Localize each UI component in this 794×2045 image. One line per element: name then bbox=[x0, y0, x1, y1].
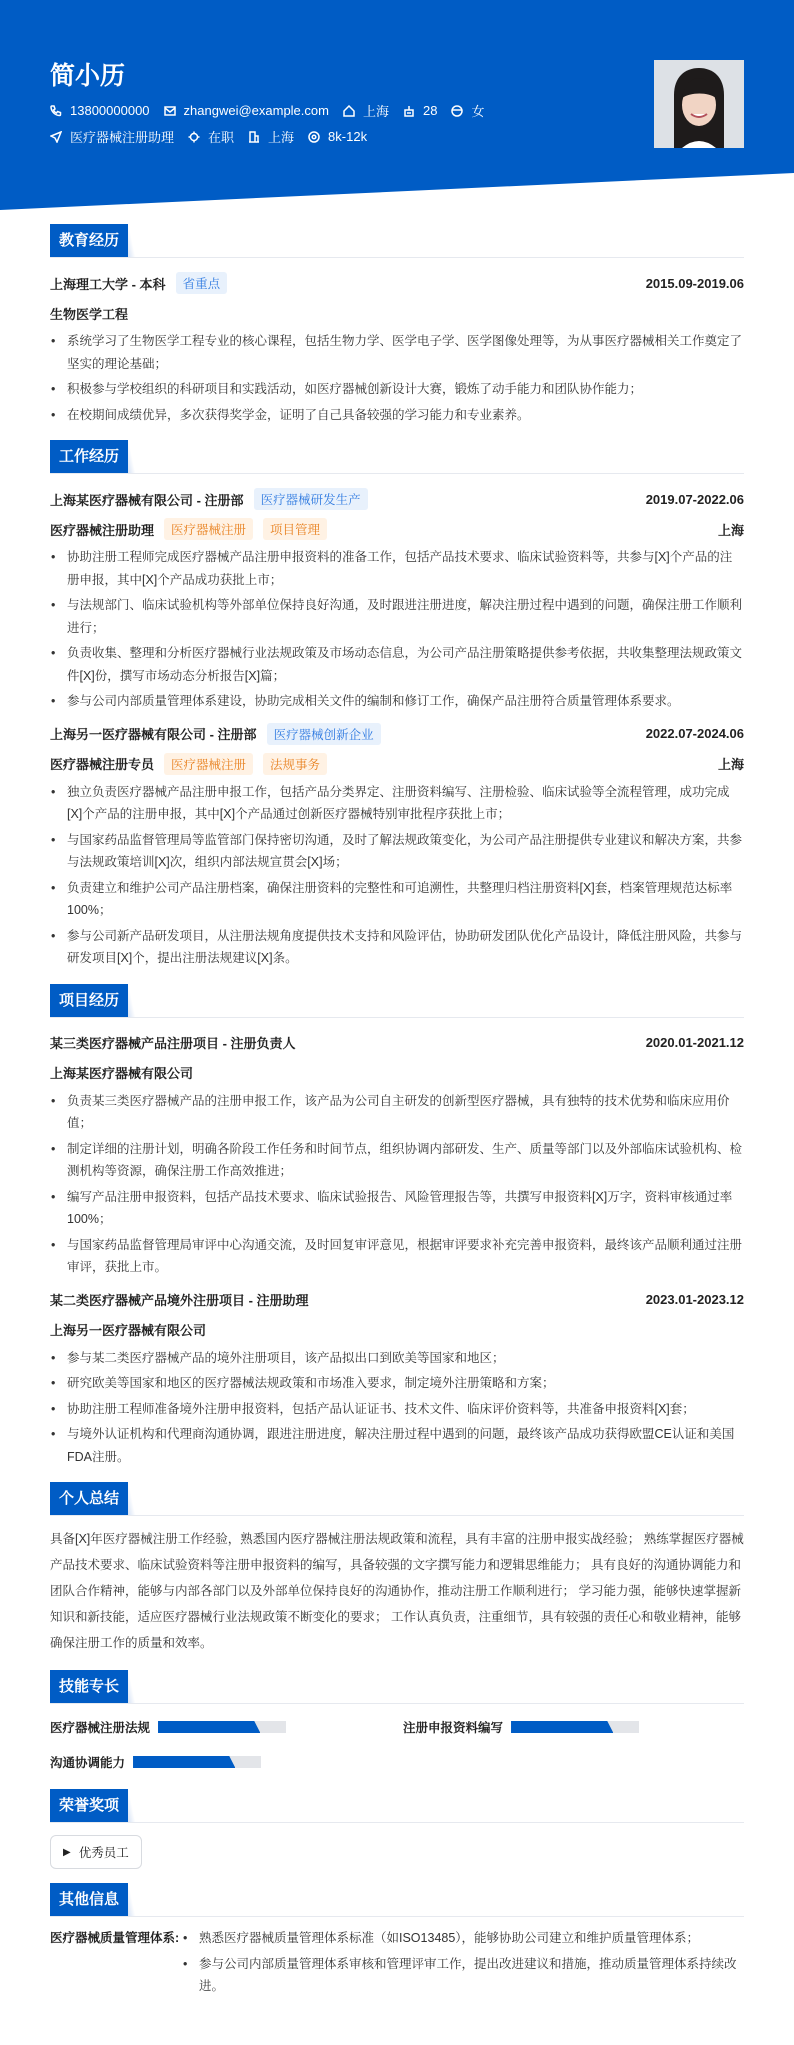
section-title: 教育经历 bbox=[50, 224, 128, 257]
project-item bbox=[50, 1285, 744, 1469]
skill-item bbox=[50, 1714, 403, 1740]
skills-section bbox=[50, 1670, 744, 1775]
candidate-name: 简小历 bbox=[50, 62, 126, 90]
triangle-icon: ▶ bbox=[63, 1846, 71, 1858]
work-item bbox=[50, 484, 744, 713]
list-item: • 参与公司内部质量管理体系审核和管理评审工作，提出改进建议和措施，推动质量管理体系持续改进。 bbox=[182, 1953, 744, 1998]
skill-bar bbox=[158, 1721, 286, 1733]
section-title: 技能专长 bbox=[50, 1670, 128, 1703]
role: 医疗器械注册专员 bbox=[50, 757, 155, 772]
skill-bar-fill bbox=[511, 1721, 613, 1733]
project-item bbox=[50, 1028, 744, 1279]
work-city: 上海 bbox=[717, 757, 744, 772]
list-item: • 编写产品注册申报资料，包括产品技术要求、临床试验报告、风险管理报告等，共撰写申报资料[X]万字，资料审核通过率100%； bbox=[50, 1186, 744, 1231]
project-org: 上海另一医疗器械有限公司 bbox=[50, 1323, 207, 1338]
company: 上海某医疗器械有限公司 - 注册部 bbox=[50, 492, 244, 508]
skill-item bbox=[50, 1749, 403, 1775]
award-item bbox=[50, 1835, 142, 1869]
list-item: • 制定详细的注册计划，明确各阶段工作任务和时间节点，组织协调内部研发、生产、质量等部门以及外部临床试验机构、检测机构等资源，确保注册工作高效推进； bbox=[50, 1138, 744, 1183]
phone: 13800000000 bbox=[70, 103, 150, 118]
other-section bbox=[50, 1883, 744, 2001]
education-section bbox=[50, 224, 744, 426]
other-label: 医疗器械质量管理体系: bbox=[50, 1931, 180, 1945]
major: 生物医学工程 bbox=[50, 306, 129, 322]
section-title: 项目经历 bbox=[50, 984, 128, 1017]
skill-tag: 医疗器械注册 bbox=[164, 518, 253, 540]
list-item: • 与法规部门、临床试验机构等外部单位保持良好沟通，及时跟进注册进度，解决注册过程中遇到的问题，确保注册工作顺利进行； bbox=[50, 594, 744, 639]
projects-section bbox=[50, 984, 744, 1469]
email: zhangwei@example.com bbox=[183, 103, 329, 118]
list-item: • 积极参与学校组织的科研项目和实践活动，如医疗器械创新设计大赛，锻炼了动手能力和团队协作能力； bbox=[50, 378, 744, 401]
list-item: • 在校期间成绩优异，多次获得奖学金，证明了自己具备较强的学习能力和专业素养。 bbox=[50, 404, 744, 427]
skill-bar bbox=[133, 1756, 261, 1768]
skill-item bbox=[403, 1714, 639, 1740]
company: 上海另一医疗器械有限公司 - 注册部 bbox=[50, 727, 257, 742]
section-title: 荣誉奖项 bbox=[50, 1789, 128, 1822]
work-city: 上海 bbox=[717, 522, 744, 538]
list-item: • 协助注册工程师完成医疗器械产品注册申报资料的准备工作，包括产品技术要求、临床试验资料等，共参与[X]个产品的注册申报，其中[X]个产品成功获批上市； bbox=[50, 546, 744, 591]
role: 医疗器械注册助理 bbox=[50, 522, 155, 538]
skill-name: 注册申报资料编写 bbox=[403, 1721, 504, 1735]
section-title: 工作经历 bbox=[50, 440, 128, 473]
job-status: 在职 bbox=[208, 130, 235, 145]
job-intention: 医疗器械注册助理 bbox=[70, 130, 175, 145]
awards-section bbox=[50, 1789, 744, 1869]
award-name: 优秀员工 bbox=[78, 1846, 129, 1860]
work-item bbox=[50, 719, 744, 970]
section-title: 个人总结 bbox=[50, 1482, 128, 1515]
list-item: • 负责某三类医疗器械产品的注册申报工作，该产品为公司自主研发的创新型医疗器械，具有独特的技术优势和临床应用价值； bbox=[50, 1090, 744, 1135]
section-title: 其他信息 bbox=[50, 1883, 128, 1916]
school: 上海理工大学 - 本科 bbox=[50, 276, 166, 292]
gender: 女 bbox=[471, 104, 485, 119]
skill-name: 医疗器械注册法规 bbox=[50, 1721, 151, 1735]
skill-bar bbox=[511, 1721, 639, 1733]
industry-tag: 医疗器械创新企业 bbox=[267, 723, 381, 745]
work-date: 2022.07-2024.06 bbox=[645, 726, 744, 741]
project-date: 2020.01-2021.12 bbox=[645, 1035, 744, 1050]
age: 28 bbox=[422, 103, 438, 118]
skill-tag: 法规事务 bbox=[263, 753, 327, 775]
skill-tag: 项目管理 bbox=[263, 518, 327, 540]
skill-bar-fill bbox=[158, 1721, 260, 1733]
list-item: • 与国家药品监督管理局审评中心沟通交流，及时回复审评意见，根据审评要求补充完善申报资料，最终该产品顺利通过注册审评，获批上市。 bbox=[50, 1234, 744, 1279]
target-city: 上海 bbox=[268, 130, 295, 145]
work-section bbox=[50, 440, 744, 970]
list-item: • 独立负责医疗器械产品注册申报工作，包括产品分类界定、注册资料编写、注册检验、临床试验等全流程管理，成功完成[X]个产品的注册申报，其中[X]个产品通过创新医疗器械特别审批程序获批上市； bbox=[50, 781, 744, 826]
list-item: • 研究欧美等国家和地区的医疗器械法规政策和市场准入要求，制定境外注册策略和方案； bbox=[50, 1372, 744, 1395]
list-item: • 与国家药品监督管理局等监管部门保持密切沟通，及时了解法规政策变化，为公司产品注册提供专业建议和解决方案，共参与法规政策培训[X]次，组织内部法规宣贯会[X]场； bbox=[50, 829, 744, 874]
list-item: • 参与公司内部质量管理体系建设，协助完成相关文件的编制和修订工作，确保产品注册符合质量管理体系要求。 bbox=[50, 690, 744, 713]
project-title: 某三类医疗器械产品注册项目 - 注册负责人 bbox=[50, 1036, 296, 1051]
list-item: • 参与公司新产品研发项目，从注册法规角度提供技术支持和风险评估，协助研发团队优化产品设计，降低注册风险，共参与研发项目[X]个，提出注册法规建议[X]条。 bbox=[50, 925, 744, 970]
skill-name: 沟通协调能力 bbox=[50, 1756, 126, 1770]
salary: 8k-12k bbox=[328, 129, 368, 144]
work-date: 2019.07-2022.06 bbox=[645, 491, 744, 507]
edu-date: 2015.09-2019.06 bbox=[645, 275, 744, 291]
project-title: 某二类医疗器械产品境外注册项目 - 注册助理 bbox=[50, 1293, 309, 1308]
list-item: • 协助注册工程师准备境外注册申报资料，包括产品认证证书、技术文件、临床评价资料等，共准备申报资料[X]套； bbox=[50, 1398, 744, 1421]
project-date: 2023.01-2023.12 bbox=[645, 1292, 744, 1307]
project-org: 上海某医疗器械有限公司 bbox=[50, 1066, 194, 1081]
summary-section bbox=[50, 1482, 744, 1656]
list-item: • 负责建立和维护公司产品注册档案，确保注册资料的完整性和可追溯性，共整理归档注册资料[X]套，档案管理规范达标率100%； bbox=[50, 877, 744, 922]
skill-bar-fill bbox=[133, 1756, 235, 1768]
school-tag: 省重点 bbox=[176, 272, 228, 294]
summary-text: 具备[X]年医疗器械注册工作经验，熟悉国内医疗器械注册法规政策和流程，具有丰富的注册申报实战经验； 熟练掌握医疗器械产品技术要求、临床试验资料等注册申报资料的编写，具备较强的文字撰写能力和逻辑思维能力； 具有良好的沟通协调能力和团队合作精神，能够与内部各部门以及外部单位保持良好的沟通协作，推动注册工作顺利进行； 学习能力强，能够快速掌握新知识和新技能，适应医疗器械行业法规政策不断变化的要求； 工作认真负责，注重细节，具有较强的责任心和敬业精神，能够确保注册工作的质量和效率。 bbox=[50, 1532, 744, 1650]
skill-tag: 医疗器械注册 bbox=[164, 753, 253, 775]
industry-tag: 医疗器械研发生产 bbox=[254, 488, 368, 510]
hometown: 上海 bbox=[362, 104, 389, 119]
list-item: • 熟悉医疗器械质量管理体系标准（如ISO13485），能够协助公司建立和维护质量管理体系； bbox=[182, 1927, 744, 1950]
list-item: • 负责收集、整理和分析医疗器械行业法规政策及市场动态信息，为公司产品注册策略提供参考依据，共收集整理法规政策文件[X]份，撰写市场动态分析报告[X]篇； bbox=[50, 642, 744, 687]
list-item: • 系统学习了生物医学工程专业的核心课程，包括生物力学、医学电子学、医学图像处理等，为从事医疗器械相关工作奠定了坚实的理论基础； bbox=[50, 330, 744, 375]
list-item: • 与境外认证机构和代理商沟通协调，跟进注册进度，解决注册过程中遇到的问题，最终该产品成功获得欧盟CE认证和美国FDA注册。 bbox=[50, 1423, 744, 1468]
list-item: • 参与某二类医疗器械产品的境外注册项目，该产品拟出口到欧美等国家和地区； bbox=[50, 1347, 744, 1370]
